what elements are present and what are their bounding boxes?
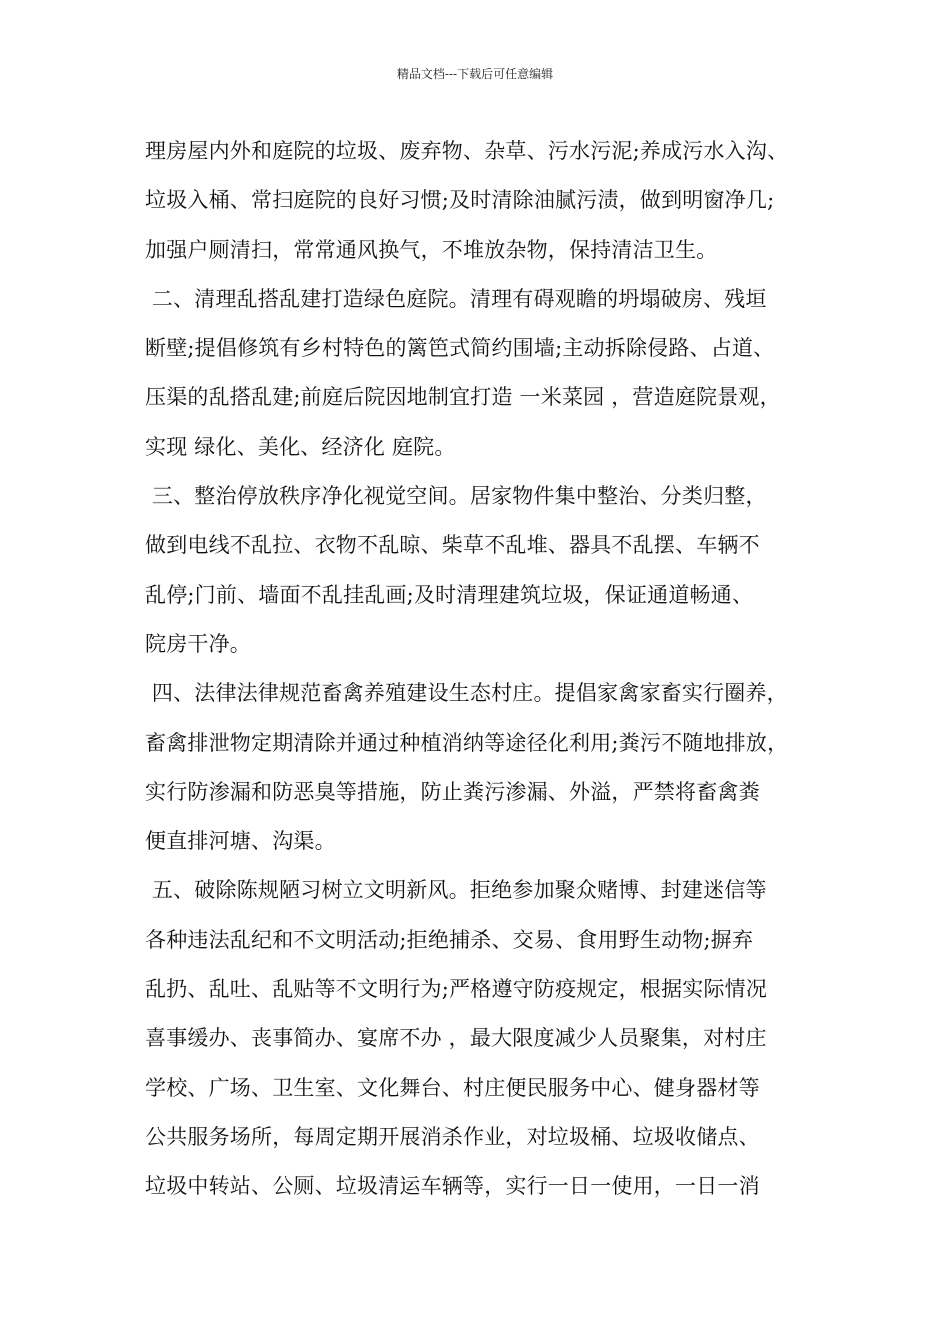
section-heading-line: 三、整治停放秩序净化视觉空间。居家物件集中整治、分类归整， — [145, 484, 767, 509]
text-line: 实行防渗漏和防恶臭等措施，防止粪污渗漏、外溢，严禁将畜禽粪 — [145, 779, 760, 804]
text-line: 学校、广场、卫生室、文化舞台、村庄便民服务中心、健身器材等 — [145, 1075, 760, 1100]
page-header: 精品文档---下载后可任意编辑 — [396, 67, 554, 81]
text-line: 院房干净。 — [145, 631, 251, 656]
text-line: 压渠的乱搭乱建;前庭后院因地制宜打造 一米菜园 ，营造庭院景观， — [145, 385, 781, 410]
section-heading-line: 四、法律法律规范畜禽养殖建设生态村庄。提倡家禽家畜实行圈养， — [145, 681, 788, 706]
text-line: 畜禽排泄物定期清除并通过种植消纳等途径化利用;粪污不随地排放， — [145, 730, 789, 755]
text-line: 公共服务场所，每周定期开展消杀作业，对垃圾桶、垃圾收储点、 — [145, 1124, 760, 1149]
text-line: 垃圾中转站、公厕、垃圾清运车辆等，实行一日一使用，一日一消 — [145, 1174, 760, 1199]
text-line: 便直排河塘、沟渠。 — [145, 829, 336, 854]
text-line: 实现 绿化、美化、经济化 庭院。 — [145, 434, 456, 459]
document-body — [145, 130, 825, 1215]
text-line: 垃圾入桶、常扫庭院的良好习惯;及时清除油腻污渍，做到明窗净几; — [145, 188, 775, 213]
text-line: 断壁;提倡修筑有乡村特色的篱笆式简约围墙;主动拆除侵路、占道、 — [145, 336, 775, 361]
text-line: 加强户厕清扫，常常通风换气，不堆放杂物，保持清洁卫生。 — [145, 237, 718, 262]
text-line: 做到电线不乱拉、衣物不乱晾、柴草不乱堆、器具不乱摆、车辆不 — [145, 533, 760, 558]
section-heading-line: 五、破除陈规陋习树立文明新风。拒绝参加聚众赌博、封建迷信等 — [145, 878, 767, 903]
text-line: 乱扔、乱吐、乱贴等不文明行为;严格遵守防疫规定，根据实际情况 — [145, 977, 768, 1002]
text-line: 理房屋内外和庭院的垃圾、废弃物、杂草、污水污泥;养成污水入沟、 — [145, 139, 789, 163]
section-heading-line: 二、清理乱搭乱建打造绿色庭院。清理有碍观瞻的坍塌破房、残垣 — [145, 286, 767, 311]
text-line: 喜事缓办、丧事简办、宴席不办 ，最大限度减少人员聚集，对村庄 — [145, 1026, 767, 1051]
text-line: 乱停;门前、墙面不乱挂乱画;及时清理建筑垃圾，保证通道畅通、 — [145, 582, 754, 607]
text-line: 各种违法乱纪和不文明活动;拒绝捕杀、交易、食用野生动物;摒弃 — [145, 927, 754, 952]
